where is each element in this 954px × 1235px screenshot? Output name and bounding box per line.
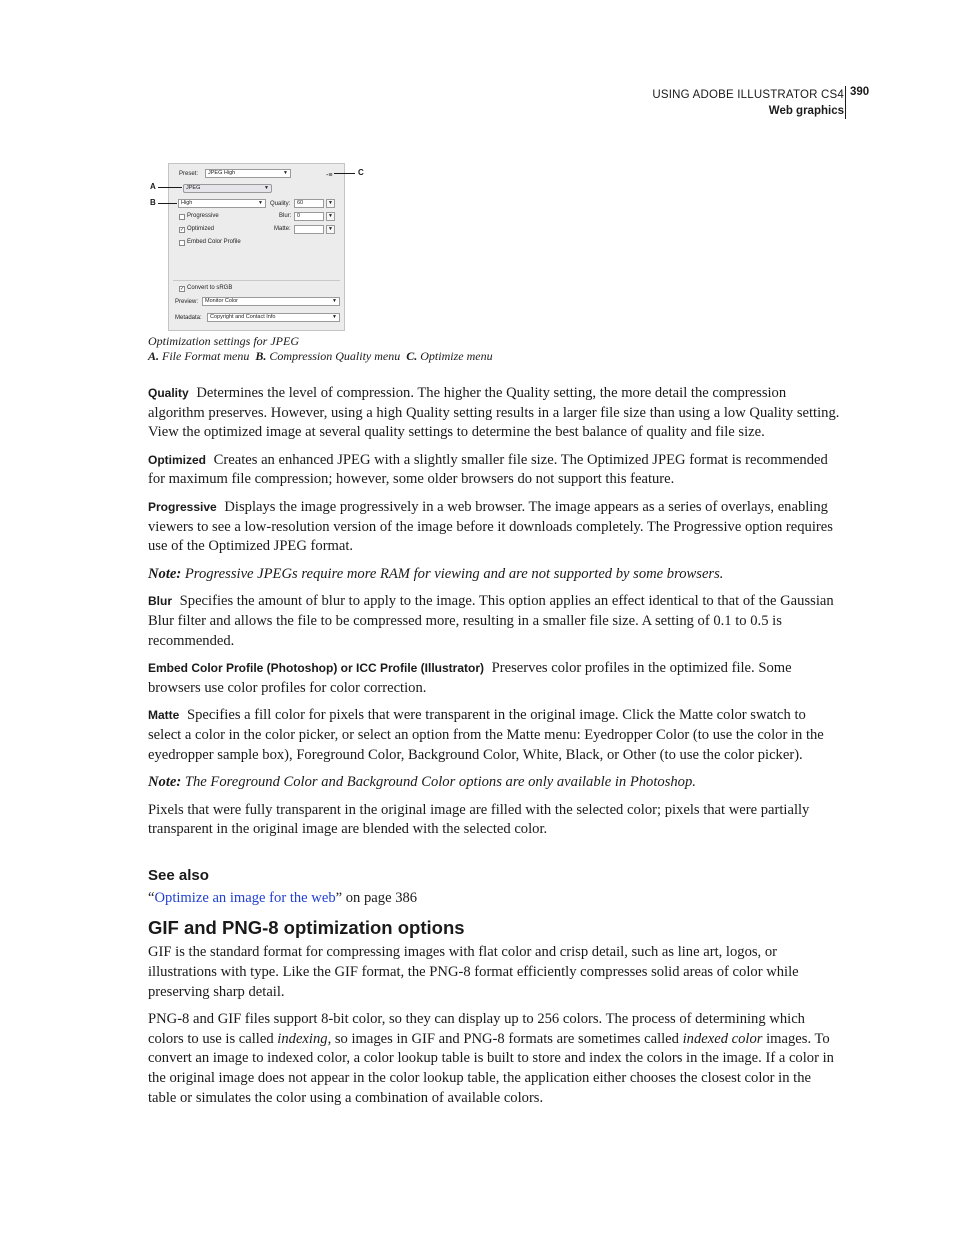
figure-caption: [148, 334, 493, 364]
matte-text: Specifies a fill color for pixels that were transparent in the original image. Click the Matte color swatch to select a color in the color picker, or select an option from the Matte menu: Eyedropper Color (to use the color in the eyedropper sample box), Foreground Color, Background Color, White, Black, or Other (to use the color picker).: [148, 707, 824, 763]
embed-color-profile-checkbox[interactable]: [179, 240, 185, 246]
indexing-term: indexing: [277, 1030, 328, 1047]
caption-legend: [148, 349, 493, 364]
blur-stepper[interactable]: ▼: [326, 212, 335, 221]
caption-key-c: C.: [406, 349, 418, 363]
chevron-down-icon: ▼: [332, 298, 337, 304]
pixels-paragraph: Pixels that were fully transparent in the original image are filled with the selected color; pixels that were partially transparent in the original image are blended with the selected color.: [148, 801, 810, 838]
caption-text-a: File Format menu: [162, 349, 250, 363]
callout-a-line: [158, 187, 182, 188]
compression-value: High: [181, 200, 193, 206]
optimized-checkbox[interactable]: ✓: [180, 227, 185, 233]
gif-paragraph-2: [148, 1010, 840, 1108]
optimized-text: Creates an enhanced JPEG with a slightly smaller file size. The Optimized JPEG format is recommended for maximum file compression; however, some older browsers do not support this feature.: [148, 451, 828, 488]
blur-term: Blur: [148, 594, 172, 609]
note-text: The Foreground Color and Background Color options are only available in Photoshop.: [184, 774, 696, 791]
matte-label: Matte:: [274, 226, 291, 232]
preset-value: JPEG High: [208, 170, 236, 176]
note-label: Note:: [148, 774, 182, 791]
body-content: [148, 384, 840, 1116]
see-also-heading: See also: [148, 866, 209, 884]
quality-field[interactable]: [294, 199, 324, 208]
chevron-down-icon: ▼: [283, 170, 288, 176]
preview-value: Monitor Color: [205, 298, 239, 304]
gif-p2-text-c: images. To convert an image to indexed color, a color lookup table is built to store and index the colors in the image. If a color in the original image does not appear in the color lookup table, the application either chooses the closest color in the table or simulates the color using a combination of available colors.: [148, 1030, 834, 1106]
caption-key-a: A.: [148, 349, 160, 363]
jpeg-settings-panel: [168, 163, 345, 331]
callout-a: A: [150, 182, 156, 191]
progressive-checkbox[interactable]: [179, 214, 185, 220]
callout-c-line: [334, 173, 355, 174]
chevron-down-icon: ▼: [332, 314, 337, 320]
section-title: Web graphics: [768, 105, 844, 117]
matte-term: Matte: [148, 708, 180, 723]
section-heading: GIF and PNG-8 optimization options: [148, 917, 465, 939]
preset-label: Preset:: [179, 171, 199, 177]
blur-paragraph: [148, 592, 840, 651]
progressive-label: Progressive: [187, 213, 219, 219]
gif-paragraph-1: GIF is the standard format for compressing images with flat color and crisp detail, such as line art, logos, or illustrations with type. Like the GIF format, the PNG-8 format efficiently compresses solid areas of color while preserving sharp detail.: [148, 944, 799, 1000]
note-text: Progressive JPEGs require more RAM for viewing and are not supported by some browsers.: [184, 565, 724, 582]
format-value: JPEG: [186, 185, 201, 191]
optimized-label: Optimized: [187, 226, 215, 232]
embed-term: Embed Color Profile (Photoshop) or ICC Profile (Illustrator): [148, 661, 485, 676]
metadata-label: Metadata:: [175, 315, 202, 321]
blur-text: Specifies the amount of blur to apply to the image. This option applies an effect identical to that of the Gaussian Blur filter and allows the file to be compressed more, resulting in a smaller file size. A setting of 0.1 to 0.5 is recommended.: [148, 593, 834, 649]
indexed-color-term: indexed color: [682, 1030, 763, 1047]
see-also-entry: [148, 889, 840, 909]
header-divider: [845, 86, 846, 119]
open-quote: “: [148, 889, 155, 906]
file-format-select[interactable]: [183, 184, 272, 193]
optimized-paragraph: [148, 451, 840, 490]
callout-b-line: [158, 203, 177, 204]
quality-value: 60: [297, 200, 304, 206]
progressive-term: Progressive: [148, 499, 217, 514]
quality-paragraph: [148, 384, 840, 443]
progressive-paragraph: [148, 498, 840, 557]
chevron-down-icon: ▼: [258, 200, 263, 206]
caption-key-b: B.: [255, 349, 267, 363]
page-reference: ” on page 386: [335, 889, 418, 906]
optimized-term: Optimized: [148, 452, 207, 467]
metadata-value: Copyright and Contact Info: [210, 314, 276, 320]
matte-swatch[interactable]: [294, 225, 324, 234]
blur-field[interactable]: [294, 212, 324, 221]
embed-paragraph: [148, 659, 840, 698]
progressive-text: Displays the image progressively in a web browser. The image appears as a series of overlays, enabling viewers to see a low-resolution version of the image before it downloads completely. The Progressive option requires use of the Optimized JPEG format.: [148, 498, 833, 555]
book-title: USING ADOBE ILLUSTRATOR CS4: [652, 89, 844, 101]
embed-text: Preserves color profiles in the optimized file. Some browsers use color profiles for color correction.: [148, 660, 792, 696]
quality-text: Determines the level of compression. The higher the Quality setting, the more detail the compression algorithm preserves. However, using a high Quality setting results in a larger file size than using a low Quality setting. View the optimized image at several quality settings to determine the best balance of quality and file size.: [148, 385, 840, 441]
optimize-image-link[interactable]: Optimize an image for the web: [154, 889, 336, 906]
convert-srgb-label: Convert to sRGB: [187, 285, 233, 291]
note-progressive: [148, 565, 840, 585]
chevron-down-icon: ▼: [264, 185, 269, 191]
quality-label: Quality:: [270, 201, 291, 207]
preview-label: Preview:: [175, 299, 199, 305]
compression-quality-select[interactable]: [178, 199, 266, 208]
page-number: 390: [850, 86, 870, 98]
caption-text-b: Compression Quality menu: [269, 349, 401, 363]
preview-select[interactable]: [202, 297, 340, 306]
blur-value: 0: [297, 213, 301, 219]
panel-divider: [173, 280, 340, 281]
quality-stepper[interactable]: ▼: [326, 199, 335, 208]
optimize-menu-icon[interactable]: -≡: [326, 172, 333, 179]
preset-select[interactable]: [205, 169, 291, 178]
quality-term: Quality: [148, 386, 189, 400]
callout-c: C: [358, 168, 364, 177]
caption-title: Optimization settings for JPEG: [148, 334, 299, 348]
caption-text-c: Optimize menu: [420, 349, 493, 363]
metadata-select[interactable]: [207, 313, 340, 322]
blur-label: Blur:: [279, 213, 292, 219]
gif-p2-text-b: , so images in GIF and PNG-8 formats are sometimes called: [327, 1030, 683, 1047]
note-photoshop: [148, 773, 840, 793]
convert-srgb-checkbox[interactable]: ✓: [180, 286, 185, 292]
running-header: [652, 87, 844, 119]
embed-color-profile-label: Embed Color Profile: [187, 239, 241, 245]
gif-p2-text-a: PNG-8 and GIF files support 8-bit color, so they can display up to 256 colors. The process of determining which colors to use is called: [148, 1011, 805, 1047]
callout-b: B: [150, 198, 156, 207]
matte-paragraph: [148, 706, 840, 765]
note-label: Note:: [148, 565, 182, 582]
matte-menu[interactable]: ▼: [326, 225, 335, 234]
